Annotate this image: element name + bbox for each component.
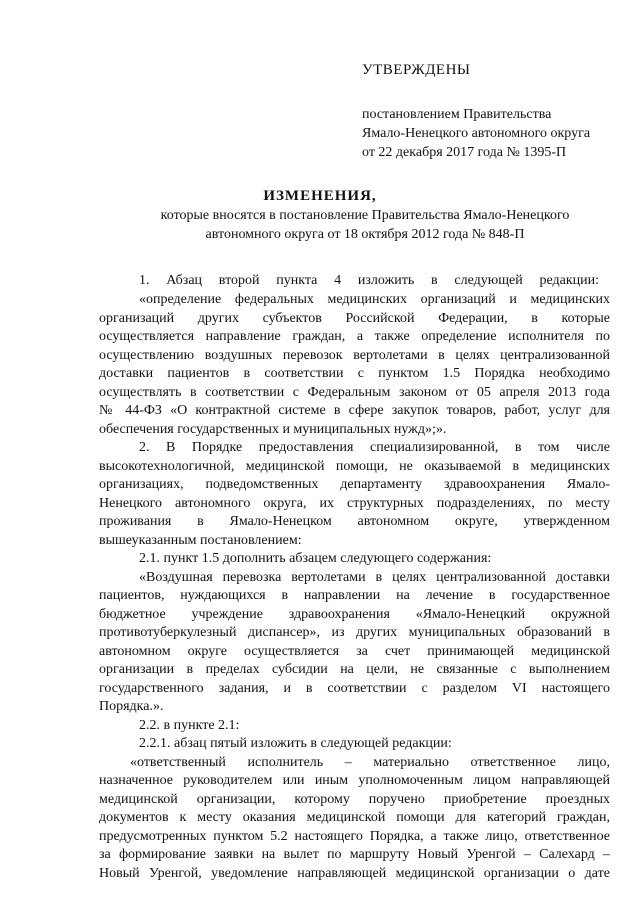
text-line: «Воздушная перевозка вертолетами в целях централизованной доставки: [139, 570, 610, 585]
text-line: за формирование заявки на вылет по маршруту Новый Уренгой – Салехард –: [99, 847, 610, 862]
text-line: осуществлению воздушных перевозок вертолетами в целях централизованной: [99, 348, 610, 363]
text-line: № 44-ФЗ «О контрактной системе в сфере закупок товаров, работ, услуг для: [99, 403, 610, 418]
paragraph-1: 1. Абзац второй пункта 4 изложить в следующей редакции:: [139, 273, 599, 288]
text-line: Ненецкого автономного округа, их структурных подразделениях, по месту: [99, 496, 610, 511]
approval-line: постановлением Правительства: [362, 107, 552, 122]
text-line: доставки пациентов в соответствии с пунктом 1.5 Порядка необходимо: [99, 366, 610, 381]
approval-line: от 22 декабря 2017 года № 1395-П: [362, 145, 567, 160]
paragraph-7: 2.2.1. абзац пятый изложить в следующей редакции:: [139, 736, 452, 751]
subtitle-line: автономного округа от 18 октября 2012 года № 848-П: [205, 227, 525, 242]
text-line: организаций других субъектов Российской Федерации, в которые: [99, 311, 610, 326]
text-line: пациентов, нуждающихся в направлении на лечение в государственное: [99, 588, 610, 603]
text-line: 2. В Порядке предоставления специализированной, в том числе: [139, 440, 610, 455]
text-line: бюджетное учреждение здравоохранения «Ямало-Ненецкий окружной: [99, 607, 610, 622]
document-title: ИЗМЕНЕНИЯ,: [263, 188, 377, 204]
text-line: противотуберкулезный диспансер», из других муниципальных образований в: [99, 625, 610, 640]
text-line: медицинской организации, которому поручено приобретение проездных: [99, 792, 610, 807]
text-line: Порядка.».: [99, 699, 164, 714]
text-line: предусмотренных пунктом 5.2 настоящего Порядка, а также лицо, ответственное: [99, 829, 610, 844]
approval-heading: УТВЕРЖДЕНЫ: [362, 62, 471, 78]
text-line: назначенное руководителем или иным уполномоченным лицом направляющей: [99, 773, 610, 788]
text-line: «ответственный исполнитель – материально ответственное лицо,: [130, 755, 610, 770]
text-line: осуществляется направление граждан, а также определение исполнителя по: [99, 329, 610, 344]
text-line: высокотехнологичной, медицинской помощи, не оказываемой в медицинских: [99, 459, 610, 474]
text-line: автономном округе осуществляется за счет принимающей медицинской: [99, 644, 610, 659]
text-line: организациях, подведомственных департаменту здравоохранения Ямало-: [99, 477, 610, 492]
text-line: обеспечения государственных и муниципальных нужд»;».: [99, 422, 447, 437]
text-line: осуществлять в соответствии с Федеральным законом от 05 апреля 2013 года: [99, 385, 610, 400]
text-line: проживания в Ямало-Ненецком автономном округе, утвержденном: [99, 514, 610, 529]
approval-line: Ямало-Ненецкого автономного округа: [362, 126, 591, 141]
text-line: «определение федеральных медицинских организаций и медицинских: [139, 292, 610, 307]
text-line: вышеуказанным постановлением:: [99, 533, 302, 548]
approval-block: [362, 105, 590, 162]
text-line: документов к месту оказания медицинской помощи для категорий граждан,: [99, 810, 610, 825]
paragraph-6: 2.2. в пункте 2.1:: [139, 718, 240, 733]
paragraph-4: 2.1. пункт 1.5 дополнить абзацем следующего содержания:: [139, 551, 492, 566]
document-subtitle: [140, 206, 590, 244]
subtitle-line: которые вносятся в постановление Правительства Ямало-Ненецкого: [160, 208, 570, 223]
text-line: организации в пределах субсидии на цели, не связанные с выполнением: [99, 662, 610, 677]
text-line: государственного задания, и в соответствии с разделом VI настоящего: [99, 681, 610, 696]
text-line: Новый Уренгой, уведомление направляющей медицинской организации о дате: [99, 866, 610, 881]
